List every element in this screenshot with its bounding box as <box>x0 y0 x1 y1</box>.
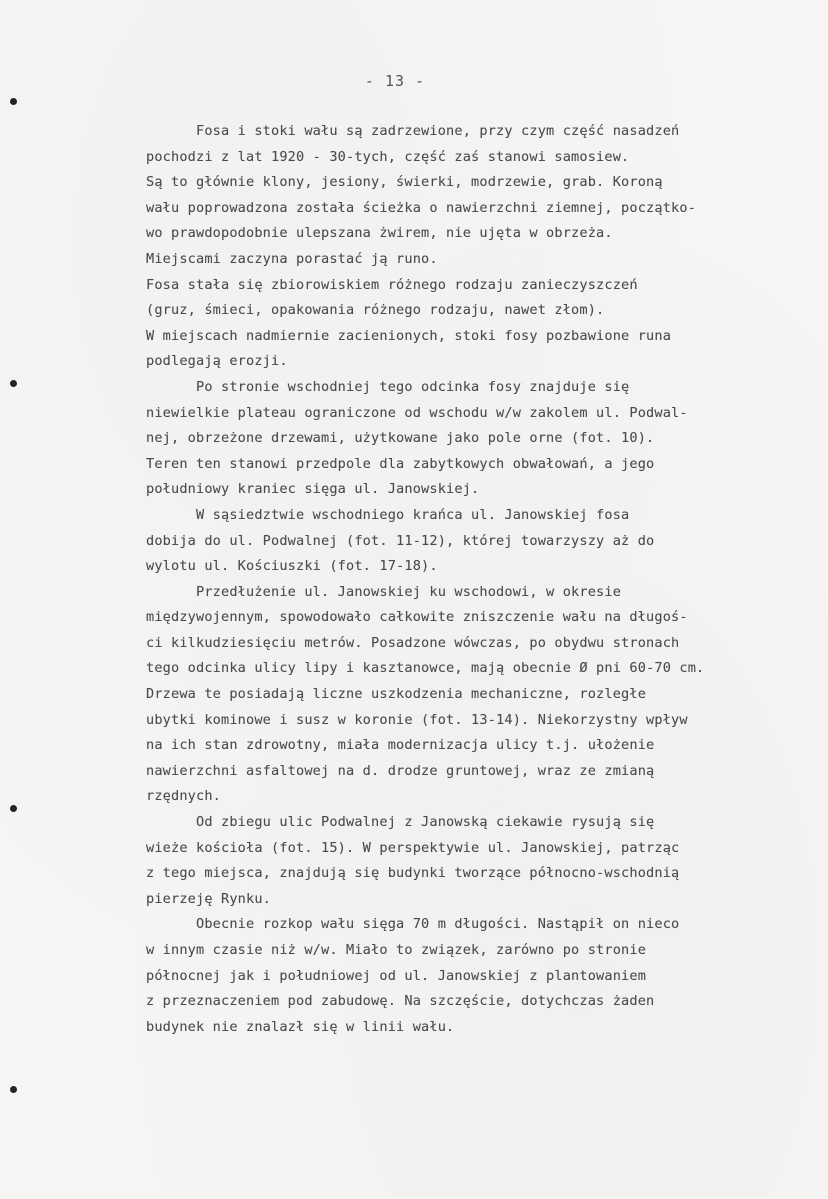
binder-hole-mark <box>10 98 17 105</box>
text-line: pierzeję Rynku. <box>146 890 272 907</box>
text-line: na ich stan zdrowotny, miała modernizacja ulicy t.j. ułożenie <box>146 737 655 754</box>
binder-hole-mark <box>10 1086 17 1093</box>
text-line: wieże kościoła (fot. 15). W perspektywie ul. Janowskiej, patrząc <box>146 839 680 856</box>
text-line: międzywojennym, spowodowało całkowite zniszczenie wału na długoś- <box>146 609 688 626</box>
text-line: Obecnie rozkop wału sięga 70 m długości. Nastąpił on nieco <box>146 916 680 933</box>
text-line: nawierzchni asfaltowej na d. drodze gruntowej, wraz ze zmianą <box>146 762 655 779</box>
text-line: wylotu ul. Kościuszki (fot. 17-18). <box>146 558 438 575</box>
binder-hole-mark <box>10 805 17 812</box>
text-line: w innym czasie niż w/w. Miało to związek, zarówno po stronie <box>146 942 647 958</box>
text-line: wału poprowadzona została ścieżka o nawierzchni ziemnej, początko- <box>146 199 697 216</box>
text-line: południowy kraniec sięga ul. Janowskiej. <box>146 481 480 498</box>
text-line: W miejscach nadmiernie zacienionych, stoki fosy pozbawione runa <box>146 327 672 344</box>
text-line: budynek nie znalazł się w linii wału. <box>146 1018 455 1035</box>
text-line: z przeznaczeniem pod zabudowę. Na szczęście, dotychczas żaden <box>146 993 655 1010</box>
text-line: dobija do ul. Podwalnej (fot. 11-12), której towarzyszy aż do <box>146 532 655 549</box>
text-line: pochodzi z lat 1920 - 30-tych, część zaś stanowi samosiew. <box>146 148 630 165</box>
text-line: Od zbiegu ulic Podwalnej z Janowską ciekawie rysują się <box>146 814 655 831</box>
text-line: Po stronie wschodniej tego odcinka fosy znajduje się <box>146 378 630 395</box>
text-line: nej, obrzeżone drzewami, użytkowane jako pole orne (fot. 10). <box>146 430 655 447</box>
text-line: Drzewa te posiadają liczne uszkodzenia mechaniczne, rozległe <box>146 686 647 703</box>
text-line: ci kilkudziesięciu metrów. Posadzone wówczas, po obydwu stronach <box>146 634 680 651</box>
text-line: Fosa stała się zbiorowiskiem różnego rodzaju zanieczyszczeń <box>146 276 638 293</box>
text-line: ubytki kominowe i susz w koronie (fot. 13-14). Niekorzystny wpływ <box>146 711 688 728</box>
text-line: wo prawdopodobnie ulepszana żwirem, nie ujęta w obrzeża. <box>146 225 613 242</box>
typed-text-body <box>146 119 818 1040</box>
text-line: Przedłużenie ul. Janowskiej ku wschodowi, w okresie <box>146 583 622 600</box>
text-line: Są to głównie klony, jesiony, świerki, modrzewie, grab. Koroną <box>146 174 663 191</box>
text-line: północnej jak i południowej od ul. Janowskiej z plantowaniem <box>146 967 647 984</box>
text-line: Teren ten stanowi przedpole dla zabytkowych obwałowań, a jego <box>146 455 655 472</box>
text-line: W sąsiedztwie wschodniego krańca ul. Janowskiej fosa <box>146 506 630 523</box>
page-number: - 13 - <box>364 72 426 90</box>
text-line: Fosa i stoki wału są zadrzewione, przy czym część nasadzeń <box>146 123 680 139</box>
text-line: (gruz, śmieci, opakowania różnego rodzaju, nawet złom). <box>146 302 605 319</box>
text-line: z tego miejsca, znajdują się budynki tworzące północno-wschodnią <box>146 865 680 882</box>
text-line: tego odcinka ulicy lipy i kasztanowce, mają obecnie Ø pni 60-70 cm. <box>146 660 705 677</box>
text-line: niewielkie plateau ograniczone od wschodu w/w zakolem ul. Podwal- <box>146 404 688 421</box>
text-line: Miejscami zaczyna porastać ją runo. <box>146 250 438 267</box>
text-line: podlegają erozji. <box>146 353 288 370</box>
binder-hole-mark <box>10 380 17 387</box>
text-line: rzędnych. <box>146 788 222 805</box>
